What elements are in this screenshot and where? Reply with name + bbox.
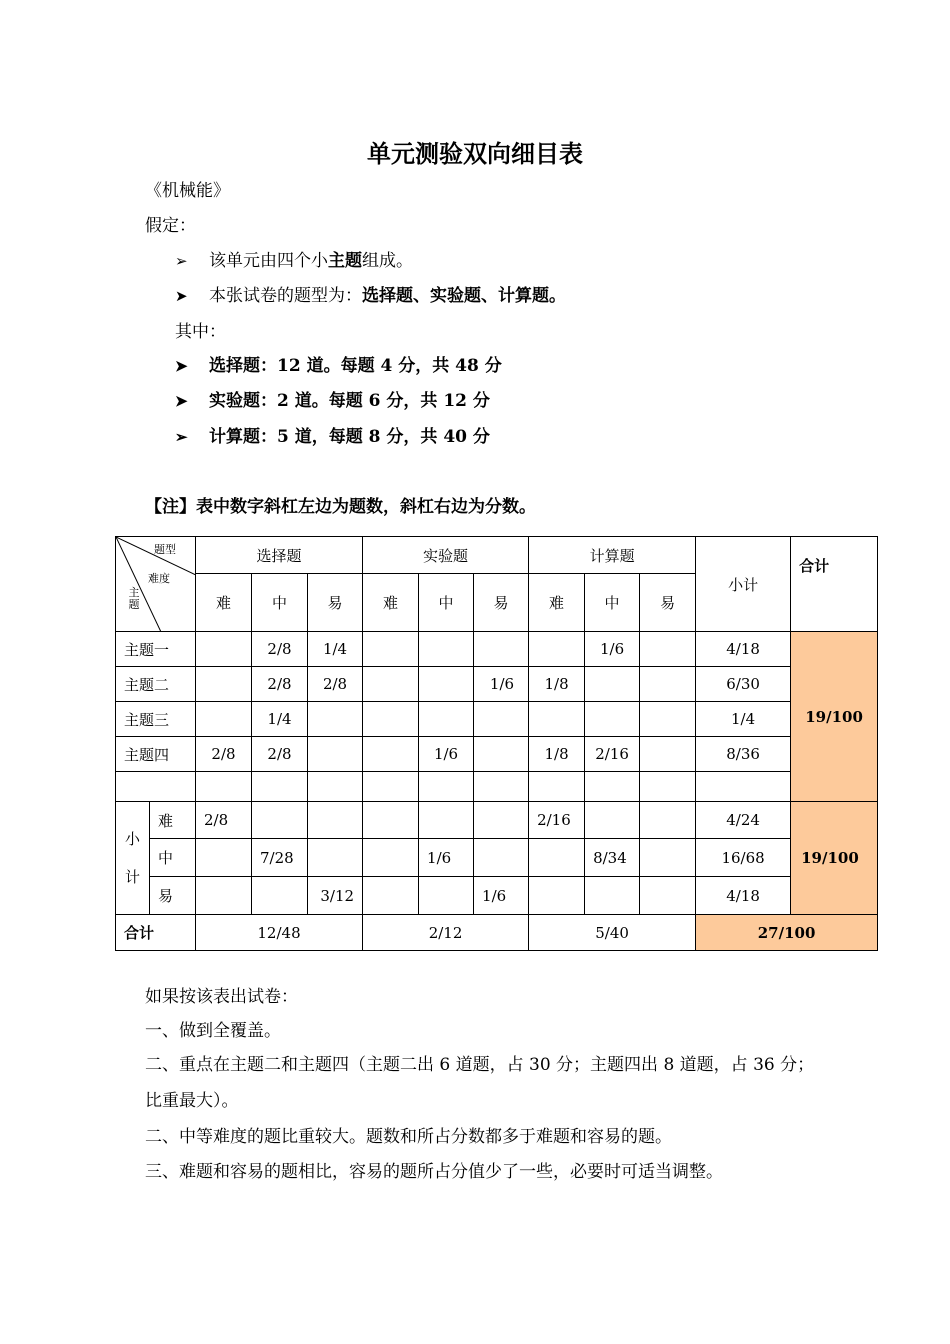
topic-name: 主题三 [116,702,196,737]
topic-name: 主题四 [116,737,196,772]
table-cell [585,772,640,802]
page-title: 单元测验双向细目表 [367,140,583,168]
assumption-label: 假定： [145,216,196,236]
table-cell [308,772,363,802]
row-subtotal: 4/18 [696,877,791,915]
table-cell [419,877,474,915]
table-cell [640,702,696,737]
table-cell: 1/4 [308,632,363,667]
table-cell: 1/6 [474,667,529,702]
row-subtotal: 16/68 [696,839,791,877]
arrow-bullet-icon: ➤ [175,392,188,410]
specification-table [115,536,878,951]
row-subtotal: 4/24 [696,802,791,839]
conclusion-line: 如果按该表出试卷： [145,987,298,1007]
table-cell: 2/8 [252,737,308,772]
row-subtotal: 4/18 [696,632,791,667]
row-subtotal: 6/30 [696,667,791,702]
conclusion-line: 二、重点在主题二和主题四（主题二出 6 道题，占 30 分；主题四出 8 道题，占 36 分； [145,1055,815,1075]
topic-name [116,772,196,802]
table-cell [363,702,419,737]
table-cell [363,737,419,772]
table-cell [308,839,363,877]
among-label: 其中： [175,322,226,342]
note-line: 【注】表中数字斜杠左边为题数，斜杠右边为分数。 [145,497,536,517]
table-cell [196,632,252,667]
conclusion-line: 比重最大）。 [145,1091,239,1111]
table-cell [196,839,252,877]
bullet-item: ➤ 选择题：12 道。每题 4 分，共 48 分 [175,356,502,376]
table-cell [585,702,640,737]
table-cell [585,667,640,702]
row-subtotal: 8/36 [696,737,791,772]
corner-header-cell [116,537,196,632]
table-cell: 1/6 [474,877,529,915]
conclusion-line: 一、做到全覆盖。 [145,1021,281,1041]
topic-name: 主题一 [116,632,196,667]
table-cell [474,632,529,667]
table-cell [640,877,696,915]
table-cell [474,702,529,737]
footer-total-experiment: 2/12 [363,915,529,951]
row-subtotal [696,772,791,802]
level-header: 难 [196,574,252,632]
table-row [116,839,878,877]
table-cell [640,632,696,667]
table-cell [419,702,474,737]
level-header: 难 [529,574,585,632]
table-cell: 2/16 [585,737,640,772]
table-cell [640,802,696,839]
corner-type-label: 题型 [154,543,176,556]
table-cell [640,772,696,802]
corner-difficulty-label: 难度 [148,572,170,585]
level-name: 难 [150,802,196,839]
table-cell: 2/8 [252,667,308,702]
table-cell [640,839,696,877]
table-cell [474,839,529,877]
conclusion-line: 三、难题和容易的题相比，容易的题所占分值少了一些，必要时可适当调整。 [145,1162,723,1182]
bullet-item: ➤ 实验题：2 道。每题 6 分，共 12 分 [175,391,490,411]
table-row [116,667,878,702]
footer-total-label: 合计 [116,915,196,951]
table-cell [529,839,585,877]
level-header: 中 [585,574,640,632]
table-cell: 3/12 [308,877,363,915]
table-row [116,915,878,951]
table-cell [196,877,252,915]
bullet-item: ➢ 该单元由四个小主题组成。 [175,251,413,271]
table-cell: 2/8 [196,737,252,772]
total-header: 合计 [791,537,878,632]
level-header: 难 [363,574,419,632]
table-cell [585,802,640,839]
arrow-bullet-icon: ➤ [175,287,188,305]
table-cell: 7/28 [252,839,308,877]
table-cell [363,839,419,877]
table-cell: 1/6 [419,737,474,772]
table-cell [252,802,308,839]
row-subtotal: 1/4 [696,702,791,737]
group-header-choice: 选择题 [196,537,363,574]
table-cell [474,802,529,839]
bullet-item: ➢ 计算题：5 道，每题 8 分，共 40 分 [175,427,490,447]
table-cell: 2/8 [196,802,252,839]
table-row [116,632,878,667]
level-header: 中 [252,574,308,632]
level-header: 易 [640,574,696,632]
table-cell: 1/8 [529,737,585,772]
table-cell [196,772,252,802]
table-row [116,802,878,839]
level-name: 易 [150,877,196,915]
level-name: 中 [150,839,196,877]
table-cell [529,772,585,802]
subject-line: 《机械能》 [145,181,230,201]
table-row [116,877,878,915]
table-cell [640,667,696,702]
table-cell: 2/8 [252,632,308,667]
table-cell: 1/6 [585,632,640,667]
table-cell [419,772,474,802]
table-cell [252,877,308,915]
bullet-item: ➤ 本张试卷的题型为：选择题、实验题、计算题。 [175,286,566,306]
table-cell [474,772,529,802]
table-cell [529,877,585,915]
table-cell: 8/34 [585,839,640,877]
table-cell [419,802,474,839]
table-cell: 1/6 [419,839,474,877]
level-header: 易 [474,574,529,632]
table-row [116,772,878,802]
topic-name: 主题二 [116,667,196,702]
table-cell [529,632,585,667]
table-cell [529,702,585,737]
arrow-bullet-icon: ➢ [175,252,188,270]
table-cell [308,737,363,772]
subtotal-side-label: 小计 [116,802,150,915]
footer-total-calculation: 5/40 [529,915,696,951]
table-cell [363,667,419,702]
table-cell [363,632,419,667]
table-cell [585,877,640,915]
table-cell [474,737,529,772]
table-cell [419,667,474,702]
table-row [116,737,878,772]
table-cell: 1/4 [252,702,308,737]
level-total-cell: 19/100 [791,802,878,915]
table-cell: 2/8 [308,667,363,702]
table-cell [308,802,363,839]
table-cell [308,702,363,737]
corner-topic-label: 主题 [128,586,140,611]
level-header: 易 [308,574,363,632]
table-cell [196,667,252,702]
arrow-bullet-icon: ➢ [175,428,188,446]
arrow-bullet-icon: ➤ [175,357,188,375]
table-cell: 1/8 [529,667,585,702]
topic-total-cell: 19/100 [791,632,878,802]
table-row [116,702,878,737]
grand-total-cell: 27/100 [696,915,878,951]
group-header-experiment: 实验题 [363,537,529,574]
table-cell [363,772,419,802]
table-cell [252,772,308,802]
group-header-calculation: 计算题 [529,537,696,574]
table-cell [640,737,696,772]
conclusion-line: 二、中等难度的题比重较大。题数和所占分数都多于难题和容易的题。 [145,1127,672,1147]
table-cell [363,877,419,915]
level-header: 中 [419,574,474,632]
table-cell [419,632,474,667]
table-cell [363,802,419,839]
subtotal-header: 小计 [696,537,791,632]
table-cell: 2/16 [529,802,585,839]
footer-total-choice: 12/48 [196,915,363,951]
table-cell [196,702,252,737]
